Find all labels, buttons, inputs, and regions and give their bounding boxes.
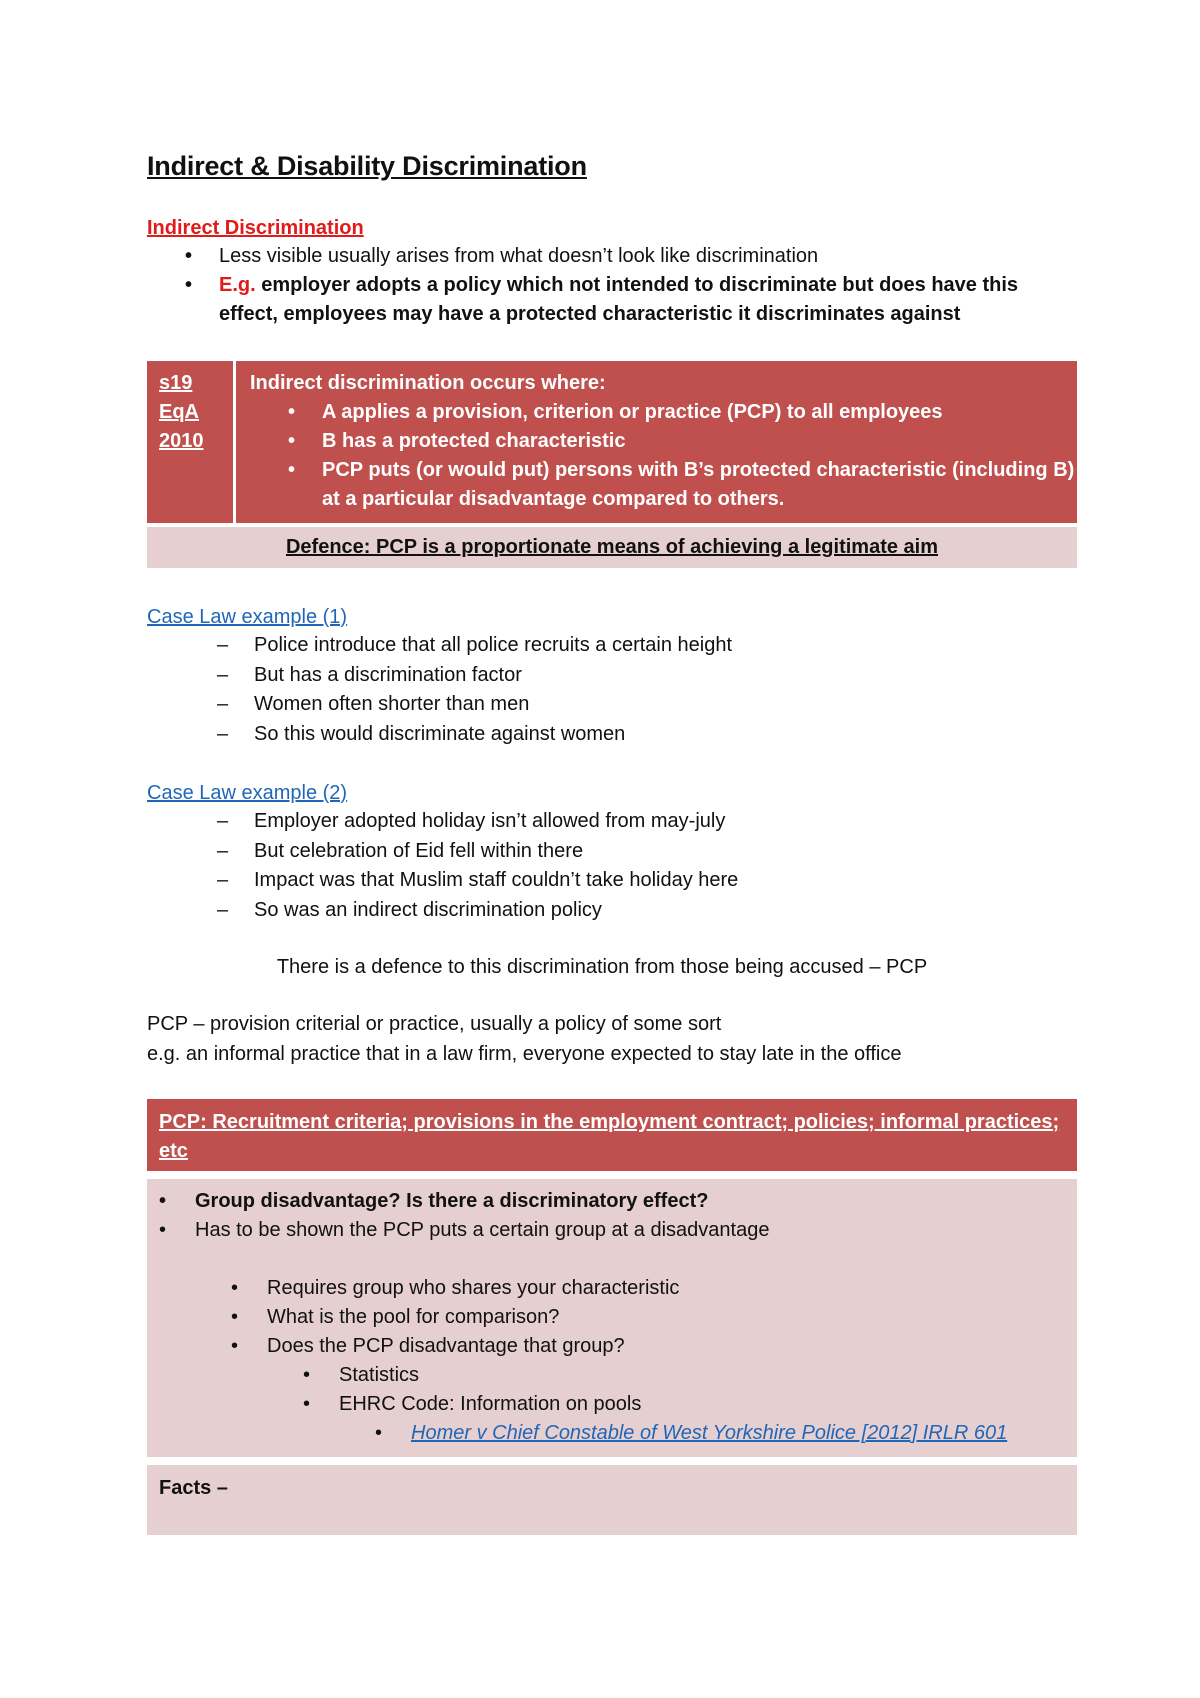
list-item <box>288 456 1077 514</box>
document-title: Indirect & Disability Discrimination <box>147 151 587 181</box>
item-text: So this would discriminate against women <box>254 722 626 745</box>
indirect-bullet-list <box>147 242 1077 329</box>
statute-line: 2010 <box>159 430 204 452</box>
indirect-discrimination-heading: Indirect Discrimination <box>147 217 364 239</box>
list-item <box>159 1361 1077 1390</box>
dash-icon: – <box>217 722 229 745</box>
bullet-icon: • <box>185 245 193 267</box>
pcp-heading-box: PCP: Recruitment criteria; provisions in the employment contract; policies; informal practices; etc <box>147 1099 1077 1171</box>
dash-icon: – <box>217 663 229 686</box>
item-text: Impact was that Muslim staff couldn’t take holiday here <box>254 869 739 891</box>
bullet-icon: • <box>231 1306 239 1328</box>
case-law-example-1-heading: Case Law example (1) <box>147 606 348 628</box>
list-item <box>288 427 1077 456</box>
bullet-icon: • <box>185 274 193 296</box>
statute-line: EqA <box>159 401 199 423</box>
bullet-icon: • <box>288 430 296 452</box>
list-item <box>159 1216 1077 1245</box>
statute-reference <box>147 361 236 523</box>
pcp-example-line: e.g. an informal practice that in a law firm, everyone expected to stay late in the office <box>147 1042 902 1065</box>
bullet-icon: • <box>231 1277 239 1299</box>
defence-banner: Defence: PCP is a proportionate means of achieving a legitimate aim <box>147 527 1077 568</box>
s19-definition-box <box>147 361 1077 523</box>
list-item <box>159 1390 1077 1419</box>
item-text: What is the pool for comparison? <box>267 1306 560 1328</box>
bullet-icon: • <box>231 1335 239 1357</box>
case-law-1-list <box>147 631 1077 749</box>
list-item <box>217 690 1077 720</box>
dash-icon: – <box>217 898 229 921</box>
list-item <box>217 866 1077 896</box>
list-item <box>217 661 1077 691</box>
dash-icon: – <box>217 810 229 832</box>
bullet-text: PCP puts (or would put) persons with B’s protected characteristic (including B) at a particular disadvantage compared to others. <box>322 459 1075 510</box>
dash-icon: – <box>217 869 229 891</box>
list-item <box>217 720 1077 750</box>
dash-icon: – <box>217 839 229 862</box>
item-text: Does the PCP disadvantage that group? <box>267 1335 625 1357</box>
pcp-bullet-list <box>159 1187 1077 1448</box>
dash-icon: – <box>217 634 229 656</box>
item-text: But has a discrimination factor <box>254 663 522 686</box>
bullet-icon: • <box>303 1393 311 1415</box>
item-text: Statistics <box>339 1364 420 1386</box>
bullet-icon: • <box>159 1190 167 1212</box>
bullet-text: Less visible usually arises from what doesn’t look like discrimination <box>219 245 819 267</box>
item-text: So was an indirect discrimination policy <box>254 898 602 921</box>
case-law-2-list <box>147 807 1077 925</box>
list-item <box>159 1274 1077 1303</box>
item-text: EHRC Code: Information on pools <box>339 1393 642 1415</box>
bullet-icon: • <box>303 1364 311 1386</box>
dash-icon: – <box>217 693 229 715</box>
list-item <box>217 631 1077 661</box>
item-text: Requires group who shares your characteristic <box>267 1277 680 1299</box>
pcp-definition-line: PCP – provision criterial or practice, usually a policy of some sort <box>147 1013 722 1035</box>
list-item <box>217 837 1077 867</box>
list-item <box>159 1332 1077 1361</box>
definition-intro: Indirect discrimination occurs where: <box>250 372 606 394</box>
case-law-example-2-heading: Case Law example (2) <box>147 782 348 804</box>
defence-note: There is a defence to this discrimination from those being accused – PCP <box>276 956 928 978</box>
item-text: Employer adopted holiday isn’t allowed from may-july <box>254 810 726 832</box>
bullet-icon: • <box>375 1422 383 1444</box>
bullet-icon: • <box>288 401 296 423</box>
list-item <box>288 398 1077 427</box>
list-item <box>217 896 1077 926</box>
homer-case-link[interactable]: Homer v Chief Constable of West Yorkshire Police [2012] IRLR 601 <box>411 1422 1008 1444</box>
item-text: Has to be shown the PCP puts a certain group at a disadvantage <box>195 1219 770 1241</box>
list-item <box>185 271 1077 329</box>
list-item <box>217 807 1077 837</box>
list-item <box>185 242 1077 271</box>
item-text: Group disadvantage? Is there a discriminatory effect? <box>195 1190 709 1212</box>
list-item <box>159 1419 1077 1448</box>
item-text: Women often shorter than men <box>254 693 530 715</box>
bullet-text: employer adopts a policy which not intended to discriminate but does have this effect, employees may have a protected characteristic it discriminates against <box>219 274 1019 325</box>
definition-bullet-list <box>250 398 1077 514</box>
example-prefix: E.g. <box>219 274 256 296</box>
bullet-icon: • <box>159 1219 167 1241</box>
list-item <box>159 1303 1077 1332</box>
item-text: Police introduce that all police recruits a certain height <box>254 634 733 656</box>
document-page <box>147 148 1077 1535</box>
item-text: But celebration of Eid fell within there <box>254 839 584 862</box>
statute-line: s19 <box>159 372 193 394</box>
pcp-content-box <box>147 1179 1077 1457</box>
bullet-text: A applies a provision, criterion or practice (PCP) to all employees <box>322 401 943 423</box>
facts-box: Facts – <box>147 1465 1077 1535</box>
bullet-icon: • <box>288 459 296 481</box>
bullet-text: B has a protected characteristic <box>322 430 626 452</box>
definition-content <box>236 361 1077 523</box>
list-item <box>159 1187 1077 1216</box>
